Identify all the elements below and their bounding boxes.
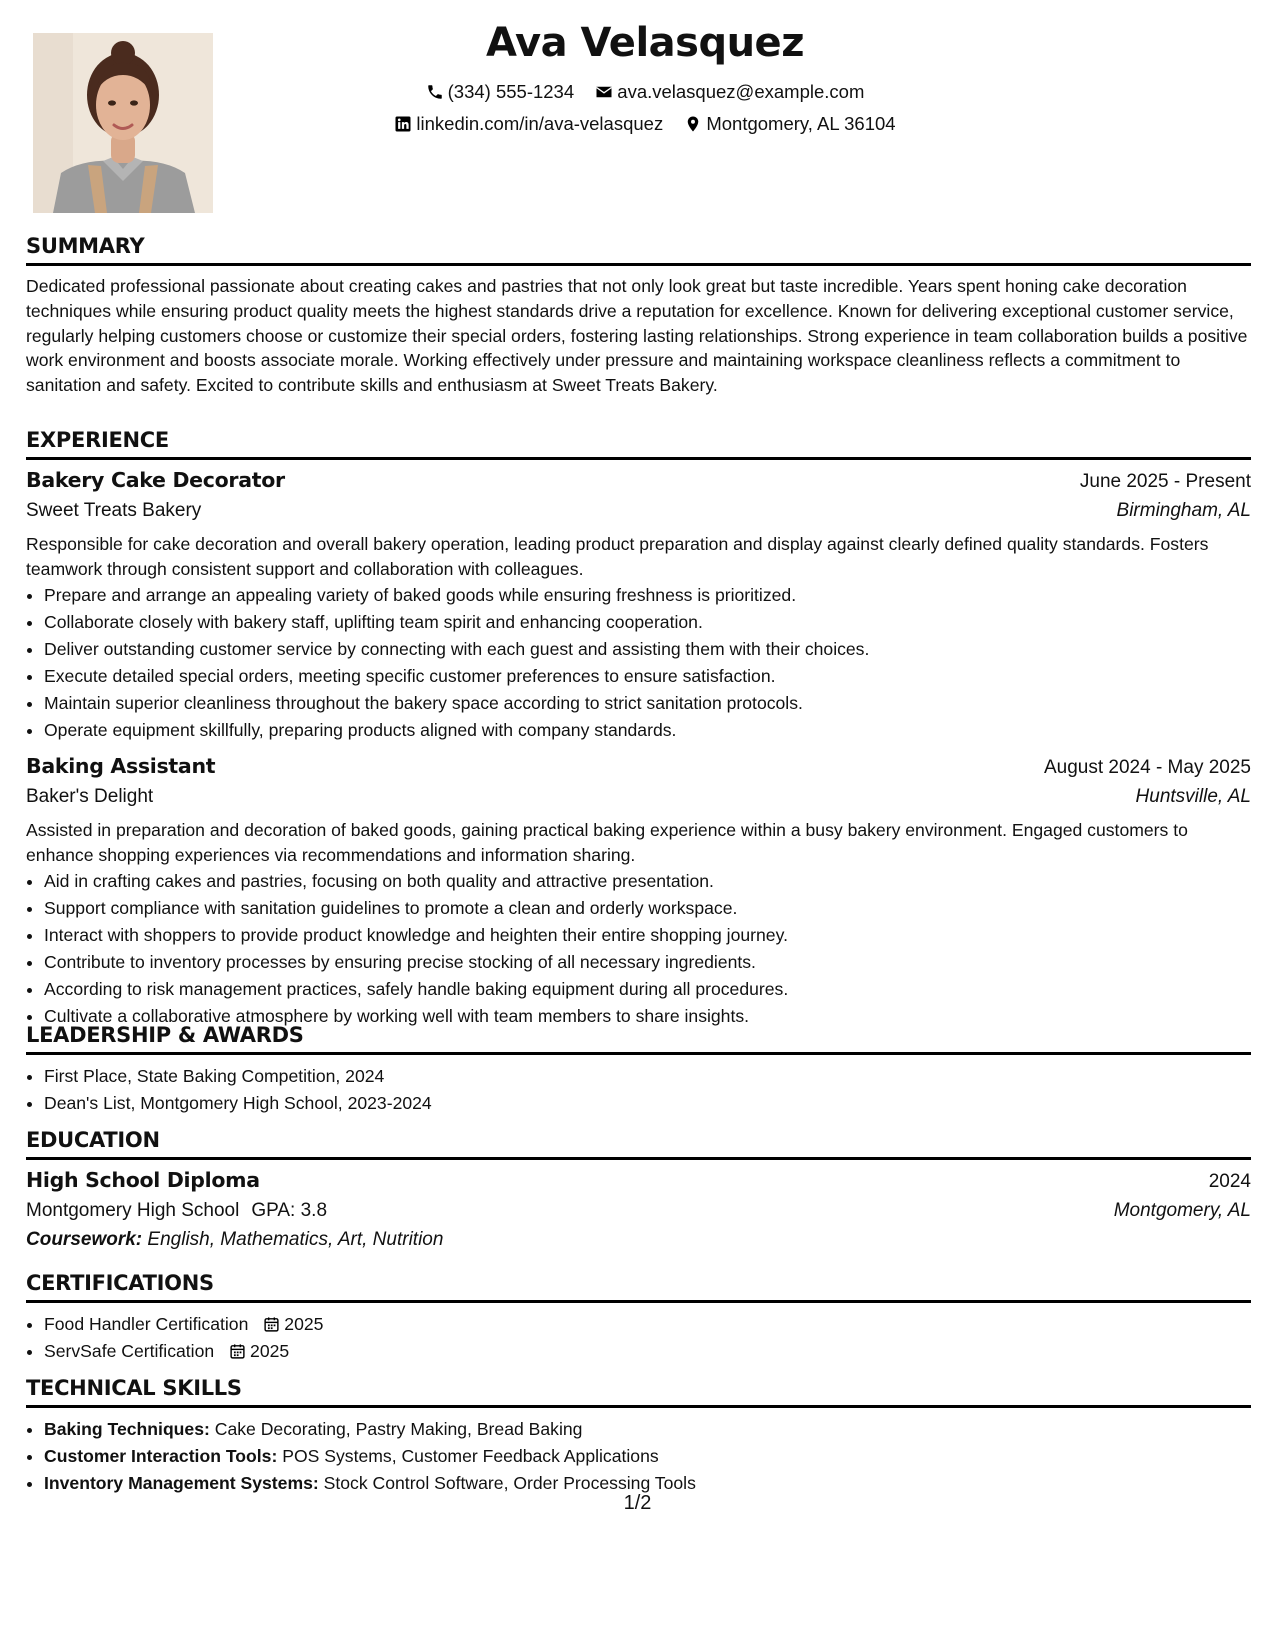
section-title: EDUCATION (26, 1128, 1251, 1160)
location-text: Montgomery, AL 36104 (706, 113, 896, 134)
envelope-icon (595, 83, 613, 101)
job-company: Sweet Treats Bakery (26, 500, 202, 521)
linkedin-icon (394, 115, 412, 133)
experience-section (26, 428, 1251, 1030)
skill-value: Stock Control Software, Order Processing Tools (323, 1473, 696, 1493)
list-item: • First Place, State Baking Competition, 2024 (44, 1063, 1251, 1090)
gpa: GPA: 3.8 (251, 1200, 328, 1221)
certification-name: Food Handler Certification (44, 1314, 249, 1334)
list-item (44, 1338, 1251, 1365)
contact-line-2 (0, 113, 1275, 138)
list-item (44, 1443, 1251, 1470)
list-item (44, 1311, 1251, 1338)
skill-label: Baking Techniques: (44, 1419, 210, 1439)
job-location: Huntsville, AL (1135, 786, 1251, 807)
job-entry (26, 754, 1251, 1030)
list-item: • Dean's List, Montgomery High School, 2023-2024 (44, 1090, 1251, 1117)
skills-section (26, 1376, 1251, 1497)
job-location: Birmingham, AL (1116, 500, 1251, 521)
list-item: • Support compliance with sanitation guidelines to promote a clean and orderly workspace. (44, 895, 1251, 922)
skill-label: Customer Interaction Tools: (44, 1446, 278, 1466)
certification-year: 2025 (250, 1341, 290, 1361)
certification-name: ServSafe Certification (44, 1341, 215, 1361)
list-item: • Cultivate a collaborative atmosphere by working well with team members to share insights. (44, 1003, 1251, 1030)
job-dates: June 2025 - Present (1079, 471, 1251, 492)
certifications-section (26, 1271, 1251, 1365)
location-contact (684, 113, 895, 135)
section-title: CERTIFICATIONS (26, 1271, 1251, 1303)
section-title: LEADERSHIP & AWARDS (26, 1023, 1251, 1055)
list-item: • Prepare and arrange an appealing variety of baked goods while ensuring freshness is prioritized. (44, 582, 1251, 609)
job-description: Responsible for cake decoration and overall bakery operation, leading product preparation and display against clearly defined quality standards. Fosters teamwork through consistent support and collaboration with colleagues. (26, 534, 1209, 579)
list-item: • Execute detailed special orders, meeting specific customer preferences to ensure satisfaction. (44, 663, 1251, 690)
job-bullets (26, 868, 1251, 1030)
calendar-icon (263, 1316, 280, 1333)
job-description: Assisted in preparation and decoration of baked goods, gaining practical baking experience within a busy bakery environment. Engaged customers to enhance shopping experiences via recommendations and information sharing. (26, 820, 1188, 865)
skill-value: Cake Decorating, Pastry Making, Bread Baking (214, 1419, 583, 1439)
job-title: Bakery Cake Decorator (26, 468, 285, 492)
list-item: • According to risk management practices, safely handle baking equipment during all procedures. (44, 976, 1251, 1003)
job-dates: August 2024 - May 2025 (1043, 757, 1251, 778)
skill-label: Inventory Management Systems: (44, 1473, 319, 1493)
phone-text: (334) 555-1234 (447, 81, 575, 102)
certifications-list (26, 1311, 1251, 1365)
list-item: • Maintain superior cleanliness throughout the bakery space according to strict sanitation protocols. (44, 690, 1251, 717)
education-section (26, 1128, 1251, 1251)
certification-year: 2025 (284, 1314, 324, 1334)
list-item: • Contribute to inventory processes by ensuring precise stocking of all necessary ingredients. (44, 949, 1251, 976)
list-item: • Interact with shoppers to provide product knowledge and heighten their entire shopping journey. (44, 922, 1251, 949)
email-contact[interactable] (595, 81, 864, 103)
list-item: • Aid in crafting cakes and pastries, focusing on both quality and attractive presentation. (44, 868, 1251, 895)
candidate-name: Ava Velasquez (486, 20, 804, 66)
school-location: Montgomery, AL (1113, 1200, 1251, 1221)
skill-value: POS Systems, Customer Feedback Applications (282, 1446, 659, 1466)
awards-list (26, 1063, 1251, 1117)
awards-section (26, 1023, 1251, 1117)
list-item: • Operate equipment skillfully, preparing products aligned with company standards. (44, 717, 1251, 744)
job-entry (26, 468, 1251, 744)
job-company: Baker's Delight (26, 786, 154, 807)
summary-text: Dedicated professional passionate about creating cakes and pastries that not only look great but taste incredible. Years spent honing cake decoration techniques while ensuring product quality meets the highest standards drive a reputation for excellence. Known for delivering exceptional customer service, regularly helping customers choose or customize their special orders, fostering lasting relationships. Strong experience in team collaboration builds a positive work environment and boosts associate morale. Working effectively under pressure and maintaining workspace cleanliness reflects a commitment to sanitation and safety. Excited to contribute skills and enthusiasm at Sweet Treats Bakery. (26, 276, 1248, 396)
degree-title: High School Diploma (26, 1168, 260, 1192)
email-text: ava.velasquez@example.com (617, 81, 865, 102)
section-title: SUMMARY (26, 234, 1251, 266)
coursework-list: English, Mathematics, Art, Nutrition (147, 1229, 444, 1250)
phone-icon (426, 83, 444, 101)
list-item: • Deliver outstanding customer service by connecting with each guest and assisting them with their choices. (44, 636, 1251, 663)
section-title: EXPERIENCE (26, 428, 1251, 460)
list-item: • Collaborate closely with bakery staff, uplifting team spirit and enhancing cooperation. (44, 609, 1251, 636)
phone-contact[interactable] (426, 81, 575, 103)
linkedin-text: linkedin.com/in/ava-velasquez (416, 113, 664, 134)
page-number: 1/2 (623, 1492, 652, 1514)
summary-section (26, 234, 1251, 398)
school-name: Montgomery High School (26, 1200, 240, 1221)
coursework-label: Coursework: (26, 1229, 143, 1250)
map-pin-icon (684, 115, 702, 133)
linkedin-contact[interactable] (394, 113, 663, 135)
section-title: TECHNICAL SKILLS (26, 1376, 1251, 1408)
job-bullets (26, 582, 1251, 744)
list-item (44, 1416, 1251, 1443)
job-title: Baking Assistant (26, 754, 216, 778)
coursework (26, 1229, 1251, 1251)
skills-list (26, 1416, 1251, 1497)
calendar-icon (229, 1343, 246, 1360)
contact-line-1 (0, 81, 1275, 106)
graduation-year: 2024 (1208, 1171, 1251, 1192)
